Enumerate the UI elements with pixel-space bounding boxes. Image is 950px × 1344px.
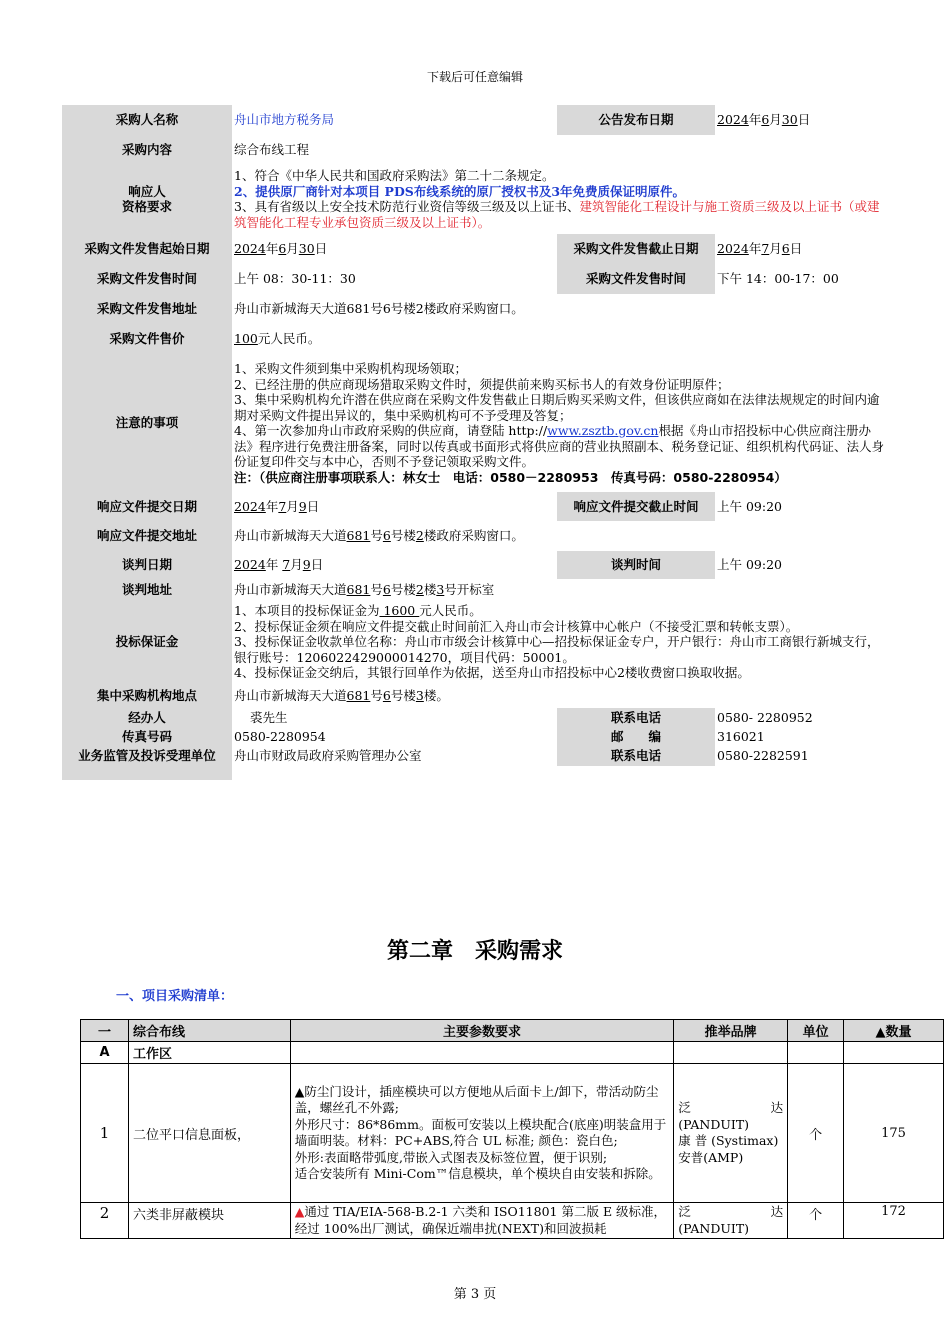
fax-label: 传真号码 [62, 728, 232, 746]
row-index: 2 [81, 1203, 129, 1239]
submit-date-value: 2024年7月9日 [234, 498, 320, 514]
row-unit: 个 [788, 1203, 844, 1239]
postcode-value: 316021 [717, 729, 765, 745]
spacer-cell [62, 766, 232, 780]
phone-2-label: 联系电话 [557, 746, 715, 766]
handler-value: 裘先生 [250, 710, 288, 726]
sale-time-label-2: 采购文件发售时间 [557, 264, 715, 294]
negotiation-time-label: 谈判时间 [557, 551, 715, 579]
header-unit: 单位 [788, 1020, 844, 1042]
submit-deadline-label: 响应文件提交截止时间 [557, 492, 715, 521]
negotiation-time-value: 上午 09:20 [717, 557, 782, 573]
row-quantity: 172 [844, 1203, 944, 1239]
pub-date-label: 公告发布日期 [557, 105, 715, 135]
header-note: 下载后可任意编辑 [426, 70, 523, 84]
row-unit: 个 [788, 1064, 844, 1203]
area-row [81, 1042, 944, 1064]
qualification-requirements: 1、符合《中华人民共和国政府采购法》第二十二条规定。 2、提供原厂商针对本项目 PDS布线系统的原厂授权书及3年免费质保证明原件。 3、具有省级以上安全技术防范行业资信等级三级及以上证书、建筑智能化工程设计与施工资质三级及以上证书（或建筑智能化工程专业承包资质三级及以上证书）。 [234, 168, 880, 230]
row-brand: 泛 达 (PANDUIT) 康 普 (Systimax) 安普(AMP) [674, 1064, 788, 1203]
purchaser-label: 采购人名称 [62, 105, 232, 135]
negotiation-date-label: 谈判日期 [62, 551, 232, 579]
sale-end-label: 采购文件发售截止日期 [557, 234, 715, 264]
sale-start-value: 2024年6月30日 [234, 241, 328, 257]
sale-address-label: 采购文件发售地址 [62, 294, 232, 324]
sale-time-pm: 下午 14：00-17：00 [717, 271, 839, 287]
center-location-label: 集中采购机构地点 [62, 684, 232, 708]
area-code: A [81, 1042, 129, 1064]
requirements-table [80, 1019, 944, 1239]
header-brand: 推举品牌 [674, 1020, 788, 1042]
row-quantity: 175 [844, 1064, 944, 1203]
negotiation-address-label: 谈判地址 [62, 579, 232, 600]
section-title: 一、项目采购清单： [116, 989, 234, 1004]
negotiation-date-value: 2024年 7月9日 [234, 557, 324, 573]
header-spec: 主要参数要求 [290, 1020, 673, 1042]
table-row [81, 1064, 944, 1203]
row-item-name: 二位平口信息面板， [128, 1064, 290, 1203]
row-item-name: 六类非屏蔽模块 [128, 1203, 290, 1239]
table-row [81, 1203, 944, 1239]
purchaser-value: 舟山市地方税务局 [234, 112, 335, 128]
row-spec: ▲通过 TIA/EIA-568-B.2-1 六类和 ISO11801 第二版 E 级标准，经过 100%出厂测试，确保近端串扰(NEXT)和回波损耗 [290, 1203, 673, 1239]
center-location-value: 舟山市新城海天大道681号6号楼3楼。 [234, 688, 449, 704]
sale-end-value: 2024年7月6日 [717, 241, 803, 257]
submit-deadline-value: 上午 09:20 [717, 498, 782, 514]
chapter-title: 第二章 采购需求 [386, 939, 563, 964]
sale-start-label: 采购文件发售起始日期 [62, 234, 232, 264]
content-label: 采购内容 [62, 135, 232, 164]
submit-address-value: 舟山市新城海天大道681号6号楼2楼政府采购窗口。 [234, 528, 524, 544]
pub-date-value: 2024年6月30日 [717, 112, 811, 128]
phone-2-value: 0580-2282591 [717, 748, 809, 764]
supervise-value: 舟山市财政局政府采购管理办公室 [234, 748, 422, 764]
postcode-label: 邮 编 [557, 728, 715, 746]
header-quantity: ▲数量 [844, 1020, 944, 1042]
row-brand: 泛 达 (PANDUIT) [674, 1203, 788, 1239]
price-value: 100元人民币。 [234, 331, 321, 347]
area-name: 工作区 [128, 1042, 290, 1064]
price-label: 采购文件售价 [62, 324, 232, 354]
sale-time-label: 采购文件发售时间 [62, 264, 232, 294]
submit-date-label: 响应文件提交日期 [62, 492, 232, 521]
negotiation-address-value: 舟山市新城海天大道681号6号楼2楼3号开标室 [234, 581, 495, 597]
header-index: 一 [81, 1020, 129, 1042]
supervise-label: 业务监管及投诉受理单位 [62, 746, 232, 766]
deposit-content: 1、本项目的投标保证金为 1600 元人民币。 2、投标保证金须在响应文件提交截止时间前汇入舟山市会计核算中心帐户（不接受汇票和转帐支票）。 3、投标保证金收款单位名称：舟山市市级会计核算中心—招投标保证金专户，开户银行：舟山市工商银行新城支行，银行账号：1206022429000014270，项目代码：50001。 4、投标保证金交纳后，其银行回单作为依据，送至舟山市招投标中心2楼收费窗口换取收据。 [234, 603, 880, 681]
sale-address-value: 舟山市新城海天大道681号6号楼2楼政府采购窗口。 [234, 301, 524, 317]
notes-label: 注意的事项 [62, 354, 232, 492]
table-header-row [81, 1020, 944, 1042]
notes-content: 1、采购文件须到集中采购机构现场领取； 2、已经注册的供应商现场猎取采购文件时，须提供前来购买标书人的有效身份证明原件； 3、集中采购机构允许潜在供应商在采购文件发售截止日期后购买采购文件，但该供应商如在法律法规规定的时间内逾期对采购文件提出异议的，集中采购机构可不予受理及答复； 4、第一次参加舟山市政府采购的供应商，请登陆 http://www.zsztb.gov.cn根据《舟山市招投标中心供应商注册办法》程序进行免费注册备案，同时以传真或书面形式将供应商的营业执照副本、税务登记证、组织机构代码证、法人身份证复印件交与本中心，否则不予登记领取采购文件。 注：（供应商注册事项联系人：林女士 电话：0580－2280953 传真号码：0580-2280954） [234, 361, 885, 485]
page-number: 第 3 页 [453, 1287, 497, 1302]
procurement-info-table [62, 105, 889, 780]
deposit-label: 投标保证金 [62, 600, 232, 684]
phone-value: 0580- 2280952 [717, 710, 813, 726]
row-index: 1 [81, 1064, 129, 1203]
row-spec: ▲防尘门设计，插座模块可以方便地从后面卡上/卸下，带活动防尘盖，螺丝孔不外露; 外形尺寸：86*86mm。面板可安装以上模块配合(底座)明装盒用于墙面明装。材料：PC+ABS,符合 UL 标准; 颜色：瓷白色; 外形:表面略带弧度,带嵌入式图表及标签位置，便于识别; 适合安装所有 Mini-Com™信息模块，单个模块自由安装和拆除。 [290, 1064, 673, 1203]
phone-label: 联系电话 [557, 708, 715, 728]
zsztb-link[interactable]: www.zsztb.gov.cn [547, 423, 659, 438]
header-category: 综合布线 [128, 1020, 290, 1042]
submit-address-label: 响应文件提交地址 [62, 521, 232, 551]
fax-value: 0580-2280954 [234, 729, 326, 745]
content-value: 综合布线工程 [234, 141, 310, 157]
handler-label: 经办人 [62, 708, 232, 728]
qualification-label: 响应人 资格要求 [62, 164, 232, 234]
sale-time-am: 上午 08：30-11：30 [234, 271, 356, 287]
